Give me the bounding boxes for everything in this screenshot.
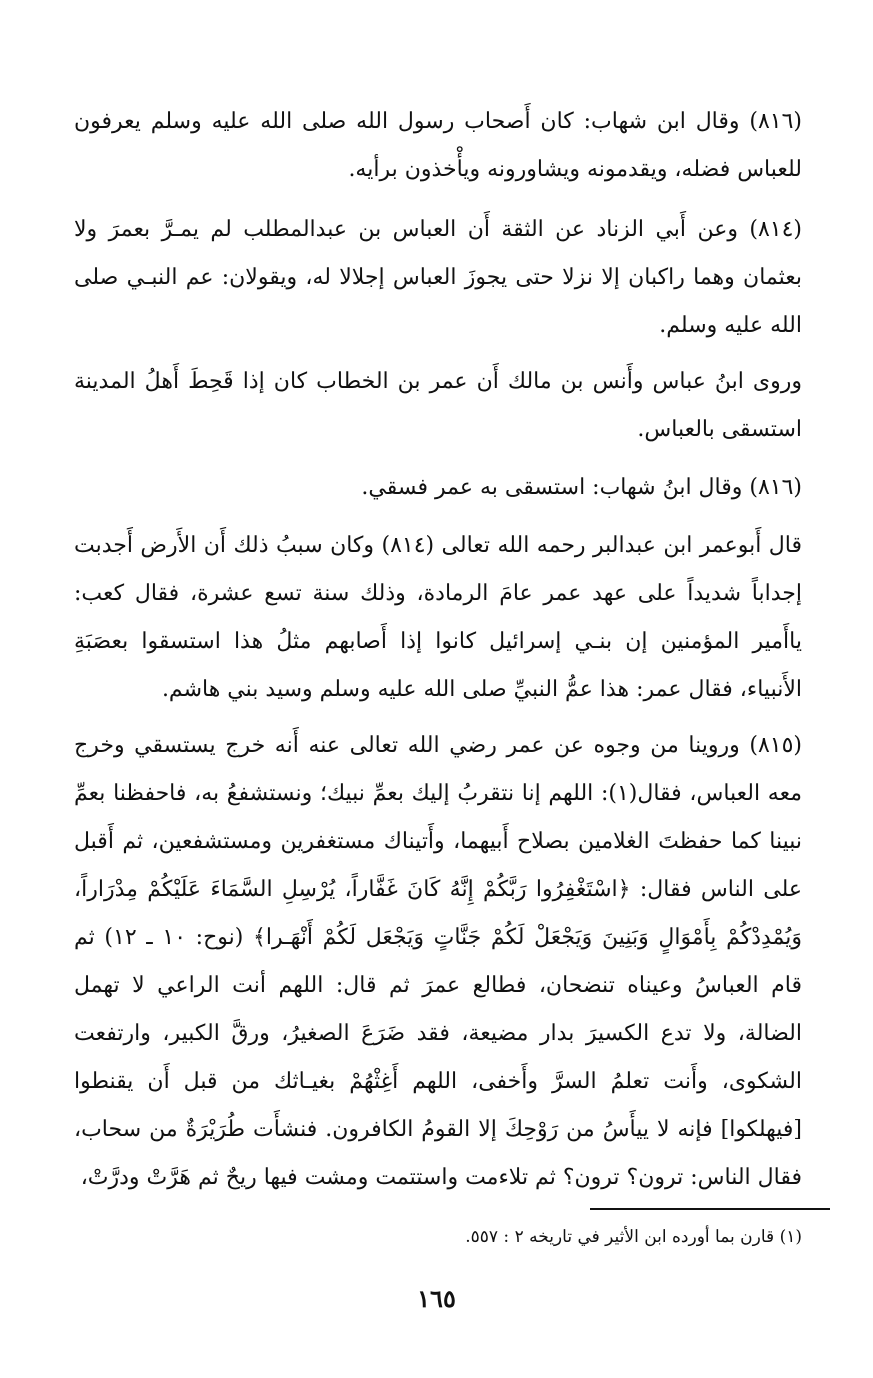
footnote: (١) قارن بما أورده ابن الأثير في تاريخه ٢ : ٥٥٧. [465,1227,802,1247]
paragraph-816-istisqa: (٨١٦) وقال ابنُ شهاب: استسقى به عمر فسقي. [361,475,802,500]
paragraph-816-companions: (٨١٦) وقال ابن شهاب: كان أَصحاب رسول الله صلى الله عليه وسلم يعرفون للعباس فضله، ويقدمونه ويشاورونه ويأْخذون برأيه. [74,109,802,182]
paragraph-814-abu-zinad: (٨١٤) وعن أَبي الزناد عن الثقة أَن العباس بن عبدالمطلب لم يمـرَّ بعمرَ ولا بعثمان وهما راكبان إلا نزلا حتى يجوزَ العباس إجلالا له، ويقولان: عم النبـي صلى الله عليه وسلم. [74,217,802,338]
paragraph-abu-umar: قال أَبوعمر ابن عبدالبر رحمه الله تعالى (٨١٤) وكان سببُ ذلك أَن الأَرض أَجدبت إجداباً شديداً على عهد عمر عامَ الرمادة، وذلك سنة تسع عشرة، فقال كعب: ياأَمير المؤمنين إن بنـي إسرائيل كانوا إذا أَصابهم مثلُ هذا استسقوا بعصَبَةِ الأَنبياء، فقال عمر: هذا عمُّ النبيِّ صلى الله عليه وسلم وسيد بني هاشم. [74,533,802,702]
paragraph-ibn-abbas: وروى ابنُ عباس وأَنس بن مالك أَن عمر بن الخطاب كان إذا قَحِطَ أَهلُ المدينة استسقى بالعباس. [74,369,802,442]
footnote-divider [590,1208,830,1210]
paragraph-815-prayer: (٨١٥) وروينا من وجوه عن عمر رضي الله تعالى عنه أَنه خرج يستسقي وخرج معه العباس، فقال(١): اللهم إنا نتقربُ إليك بعمِّ نبيك؛ ونستشفعُ به، فاحفظنا بعمِّ نبينا كما حفظتَ الغلامين بصلاح أَبيهما، وأَتيناك مستغفرين ومستشفعين، ثم أَقبل على الناس فقال: ﴿اسْتَغْفِرُوا رَبَّكُمْ إِنَّهُ كَانَ غَفَّاراً، يُرْسِلِ السَّمَاءَ عَلَيْكُمْ مِدْرَاراً، وَيُمْدِدْكُمْ بِأَمْوَالٍ وَبَنِينَ وَيَجْعَلْ لَكُمْ جَنَّاتٍ وَيَجْعَل لَكُمْ أَنْهَـرا﴾ (نوح: ١٠ ـ ١٢) ثم قام العباسُ وعيناه تنضحان، فطالع عمرَ ثم قال: اللهم أنت الراعي لا تهمل الضالة، ولا تدع الكسيرَ بدار مضيعة، فقد ضَرَعَ الصغيرُ، ورقَّ الكبير، وارتفعت الشكوى، وأَنت تعلمُ السرَّ وأَخفى، اللهم أَغِثْهُمْ بغيـاثك من قبل أَن يقنطوا [فيهلكوا] فإنه لا ييأَسُ من رَوْحِكَ إلا القومُ الكافرون. فنشأَت طُرَيْرَةٌ من سحاب، فقال الناس: ترون؟ ترون؟ ثم تلاءمت واستتمت ومشت فيها ريحٌ ثم هَرَّتْ ودرَّتْ، [74,733,803,1190]
page-number: ١٦٥ [417,1284,456,1313]
